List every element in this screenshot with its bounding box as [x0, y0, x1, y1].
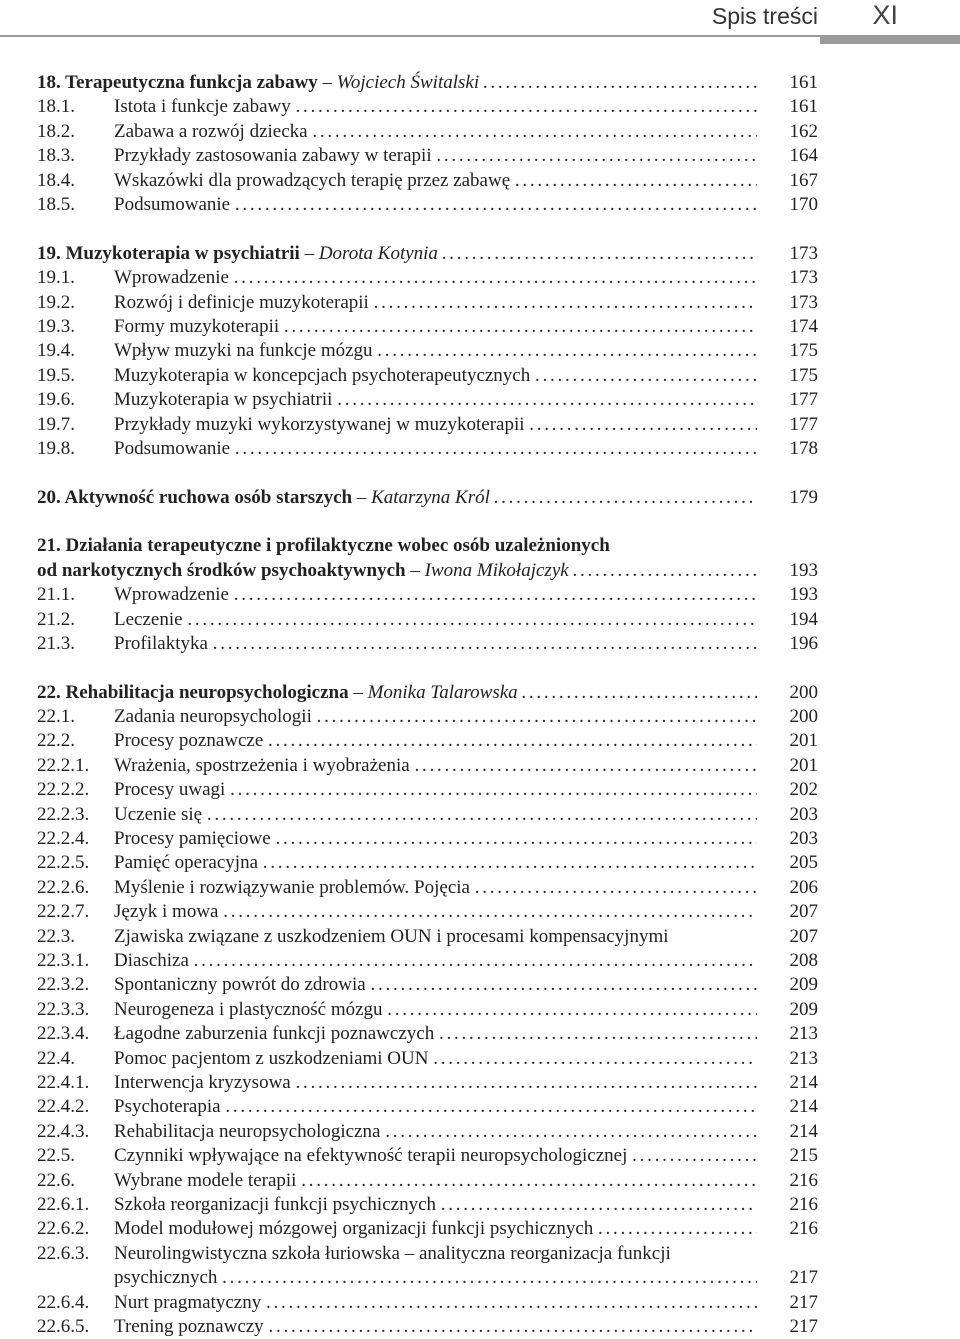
chapter-title-line [0, 534, 960, 558]
section-number: 19.4. [37, 340, 75, 362]
chapter-entry [0, 242, 960, 266]
chapter-title-text: 20. Aktywność ruchowa osób starszych [37, 486, 357, 508]
chapter-page: 179 [789, 486, 818, 508]
section-page: 194 [789, 608, 818, 630]
section-page: 214 [789, 1072, 818, 1093]
section-number: 22.3.1. [37, 950, 90, 971]
section-number: 22.2.5. [37, 852, 90, 874]
section-number: 22.2. [37, 730, 75, 752]
section-title: Podsumowanie . . . [114, 437, 757, 461]
section-number: 22.3. [37, 925, 75, 947]
section-entry [0, 583, 960, 607]
section-number: 19.7. [37, 413, 75, 435]
section-page: 207 [789, 925, 818, 947]
section-page: 215 [789, 1145, 818, 1167]
section-page: 173 [789, 291, 818, 313]
section-title: Wskazówki dla prowadzących terapię przez zabawę . . . [114, 169, 757, 193]
section-entry [0, 120, 960, 144]
section-entry [0, 949, 960, 973]
section-entry [0, 803, 960, 827]
section-title: Procesy uwagi . . . [114, 778, 757, 802]
section-page: 161 [789, 96, 818, 118]
section-number: 22.2.3. [37, 803, 90, 825]
section-number: 19.8. [37, 437, 75, 459]
header-rule [0, 35, 820, 37]
section-page: 203 [789, 803, 818, 825]
section-number: 22.6.3. [37, 1242, 90, 1264]
chapter-page: 173 [789, 242, 818, 264]
section-number: 18.2. [37, 120, 75, 142]
section-title: Spontaniczny powrót do zdrowia . . . [114, 973, 757, 997]
section-page: 170 [789, 194, 818, 215]
section-number: 18.4. [37, 169, 75, 191]
section-entry [0, 827, 960, 851]
section-title: Podsumowanie . . . [114, 193, 757, 217]
section-entry [0, 339, 960, 363]
section-number: 19.3. [37, 315, 75, 337]
section-title: Język i mowa . . . [114, 900, 757, 924]
section-entry [0, 144, 960, 168]
section-page: 173 [789, 267, 818, 289]
chapter-title-text: 21. Działania terapeutyczne i profilaktyczne wobec osób uzależnionych [37, 535, 610, 557]
section-title: Pamięć operacyjna . . . [114, 851, 757, 875]
section-page: 216 [789, 1218, 818, 1240]
section-entry [0, 1169, 960, 1193]
section-number: 22.3.2. [37, 974, 90, 996]
section-number: 21.1. [37, 584, 75, 606]
section-number: 22.2.1. [37, 754, 90, 776]
section-page: 209 [789, 974, 818, 996]
section-title: Szkoła reorganizacji funkcji psychicznych . . . [114, 1193, 757, 1217]
section-title: Łagodne zaburzenia funkcji poznawczych . . . [114, 1022, 757, 1046]
section-entry [0, 608, 960, 632]
page-header [0, 0, 960, 46]
section-page: 196 [789, 632, 818, 654]
section-title-first-line: Neurolingwistyczna szkoła łuriowska – analityczna reorganizacja funkcji [114, 1242, 671, 1264]
section-page: 217 [789, 1267, 818, 1289]
section-page: 203 [789, 828, 818, 849]
section-page: 167 [789, 169, 818, 191]
section-entry [0, 413, 960, 437]
section-entry [0, 705, 960, 729]
section-page: 162 [789, 120, 818, 142]
section-page: 216 [789, 1194, 818, 1215]
section-number: 22.6.1. [37, 1194, 90, 1215]
section-title: Wpływ muzyki na funkcje mózgu . . . [114, 339, 757, 363]
section-title: Profilaktyka . . . [114, 632, 757, 656]
section-entry [0, 1120, 960, 1144]
section-title: Rehabilitacja neuropsychologiczna . . . [114, 1120, 757, 1144]
section-number: 19.1. [37, 267, 75, 289]
section-entry [0, 876, 960, 900]
section-page: 207 [789, 901, 818, 923]
section-number: 21.2. [37, 608, 75, 630]
section-entry [0, 1022, 960, 1046]
section-entry [0, 193, 960, 217]
chapter-title-first-line [37, 534, 757, 558]
section-entry [0, 1047, 960, 1071]
section-entry [0, 364, 960, 388]
section-title: Procesy pamięciowe . . . [114, 827, 757, 851]
section-page: 175 [789, 340, 818, 362]
section-number: 22.1. [37, 706, 75, 727]
section-page: 174 [789, 315, 818, 337]
section-page: 208 [789, 950, 818, 971]
running-header-title: Spis treści [711, 3, 818, 29]
section-title: Zabawa a rozwój dziecka . . . [114, 120, 757, 144]
section-page: 177 [789, 389, 818, 411]
chapter-entry [0, 681, 960, 705]
section-number: 18.3. [37, 145, 75, 167]
section-entry [0, 1291, 960, 1315]
section-entry [0, 388, 960, 412]
section-entry [0, 973, 960, 997]
section-entry [0, 1217, 960, 1241]
section-number: 22.2.6. [37, 876, 90, 898]
section-title: psychicznych . . . [114, 1266, 757, 1290]
section-entry [0, 437, 960, 461]
chapter-title: 22. Rehabilitacja neuropsychologiczna – Monika Talarowska . . . [37, 681, 757, 705]
section-entry [0, 1315, 960, 1339]
section-number: 22.6. [37, 1169, 75, 1191]
section-title: Czynniki wpływające na efektywność terapii neuropsychologicznej . . . [114, 1144, 757, 1168]
section-number: 22.6.2. [37, 1218, 90, 1240]
chapter-author: Wojciech Świtalski [336, 72, 480, 93]
section-page: 214 [789, 1096, 818, 1118]
section-entry [0, 1071, 960, 1095]
section-number: 18.1. [37, 96, 75, 118]
section-number: 22.4. [37, 1047, 75, 1069]
section-title: Uczenie się . . . [114, 803, 757, 827]
page-number: XI [872, 0, 898, 30]
section-number: 22.5. [37, 1145, 75, 1167]
section-page: 213 [789, 1047, 818, 1069]
section-title: Leczenie . . . [114, 608, 757, 632]
section-entry [0, 632, 960, 656]
section-page: 193 [789, 584, 818, 606]
section-page: 202 [789, 779, 818, 801]
section-title: Model modułowej mózgowej organizacji funkcji psychicznych . . . [114, 1217, 757, 1241]
section-page: 177 [789, 413, 818, 435]
section-title: Myślenie i rozwiązywanie problemów. Pojęcia . . . [114, 876, 757, 900]
section-entry [0, 729, 960, 753]
section-entry [0, 1144, 960, 1168]
section-entry [0, 169, 960, 193]
chapter-author: Iwona Mikołajczyk [424, 559, 569, 581]
section-page: 201 [789, 730, 818, 752]
section-title: Wprowadzenie . . . [114, 583, 757, 607]
chapter-page: 200 [789, 681, 818, 703]
section-title: Wrażenia, spostrzeżenia i wyobrażenia . . . [114, 754, 757, 778]
chapter-author: Monika Talarowska [367, 681, 518, 703]
section-number: 19.5. [37, 364, 75, 386]
section-title: Zjawiska związane z uszkodzeniem OUN i procesami kompensacyjnymi [114, 925, 669, 947]
chapter-title: od narkotycznych środków psychoaktywnych – Iwona Mikołajczyk . . . [37, 559, 757, 583]
section-title: Przykłady muzyki wykorzystywanej w muzykoterapii . . . [114, 413, 757, 437]
chapter-title-text: 18. Terapeutyczna funkcja zabawy [37, 72, 323, 93]
section-entry [0, 925, 960, 949]
section-number: 22.2.7. [37, 901, 90, 923]
section-page: 213 [789, 1023, 818, 1045]
section-entry [0, 754, 960, 778]
section-page: 206 [789, 876, 818, 898]
section-page: 205 [789, 852, 818, 874]
section-entry [0, 95, 960, 119]
section-title: Wybrane modele terapii . . . [114, 1169, 757, 1193]
chapter-title-text: od narkotycznych środków psychoaktywnych [37, 559, 411, 581]
section-number: 19.2. [37, 291, 75, 313]
chapter-page: 161 [789, 72, 818, 93]
section-page: 175 [789, 364, 818, 386]
section-title: Muzykoterapia w psychiatrii . . . [114, 388, 757, 412]
section-entry [0, 315, 960, 339]
chapter-title-text: 22. Rehabilitacja neuropsychologiczna [37, 681, 354, 703]
section-number: 22.6.5. [37, 1316, 90, 1337]
chapter-entry [0, 71, 960, 95]
section-title: Diaschiza . . . [114, 949, 757, 973]
section-page: 217 [789, 1291, 818, 1313]
section-title: Istota i funkcje zabawy . . . [114, 95, 757, 119]
section-number: 22.2.2. [37, 779, 90, 801]
section-title: Muzykoterapia w koncepcjach psychoterapeutycznych . . . [114, 364, 757, 388]
chapter-entry [0, 486, 960, 510]
section-title: Trening poznawczy . . . [114, 1315, 757, 1339]
section-title: Neurogeneza i plastyczność mózgu . . . [114, 998, 757, 1022]
section-number: 22.3.3. [37, 998, 90, 1020]
section-title: Formy muzykoterapii . . . [114, 315, 757, 339]
section-title: Procesy poznawcze . . . [114, 729, 757, 753]
section-number: 22.4.1. [37, 1072, 90, 1093]
section-entry [0, 291, 960, 315]
section-number: 18.5. [37, 194, 75, 215]
section-page: 216 [789, 1169, 818, 1191]
section-page: 178 [789, 437, 818, 459]
section-page: 214 [789, 1120, 818, 1142]
section-number: 22.3.4. [37, 1023, 90, 1045]
chapter-title: 20. Aktywność ruchowa osób starszych – Katarzyna Król . . . [37, 486, 757, 510]
section-entry [0, 1266, 960, 1290]
chapter-author: Katarzyna Król [371, 486, 490, 508]
section-number: 19.6. [37, 389, 75, 411]
section-page: 209 [789, 998, 818, 1020]
chapter-entry [0, 559, 960, 583]
section-entry [0, 998, 960, 1022]
section-number: 22.4.2. [37, 1096, 90, 1118]
chapter-title-text: 19. Muzykoterapia w psychiatrii [37, 242, 305, 264]
section-page: 201 [789, 754, 818, 776]
section-entry-line [0, 1242, 960, 1266]
header-tab [820, 35, 960, 44]
section-title: Rozwój i definicje muzykoterapii . . . [114, 291, 757, 315]
section-title: Nurt pragmatyczny . . . [114, 1291, 757, 1315]
section-number: 22.4.3. [37, 1120, 90, 1142]
section-entry [0, 900, 960, 924]
section-title: Zadania neuropsychologii . . . [114, 705, 757, 729]
section-entry [0, 851, 960, 875]
section-entry [0, 1095, 960, 1119]
section-page: 217 [789, 1316, 818, 1337]
section-entry [0, 778, 960, 802]
section-title: Interwencja kryzysowa . . . [114, 1071, 757, 1095]
section-number: 21.3. [37, 632, 75, 654]
section-page: 164 [789, 145, 818, 167]
chapter-title: 18. Terapeutyczna funkcja zabawy – Wojciech Świtalski . . . [37, 71, 757, 95]
chapter-title: 19. Muzykoterapia w psychiatrii – Dorota Kotynia . . . [37, 242, 757, 266]
chapter-page: 193 [789, 559, 818, 581]
section-entry [0, 266, 960, 290]
section-title: Pomoc pacjentom z uszkodzeniami OUN . . . [114, 1047, 757, 1071]
section-title: Przykłady zastosowania zabawy w terapii . . . [114, 144, 757, 168]
section-title: Psychoterapia . . . [114, 1095, 757, 1119]
section-number: 22.2.4. [37, 828, 90, 849]
section-page: 200 [789, 706, 818, 727]
section-entry [0, 1193, 960, 1217]
section-number: 22.6.4. [37, 1291, 90, 1313]
section-title: Wprowadzenie . . . [114, 266, 757, 290]
chapter-author: Dorota Kotynia [318, 242, 438, 264]
